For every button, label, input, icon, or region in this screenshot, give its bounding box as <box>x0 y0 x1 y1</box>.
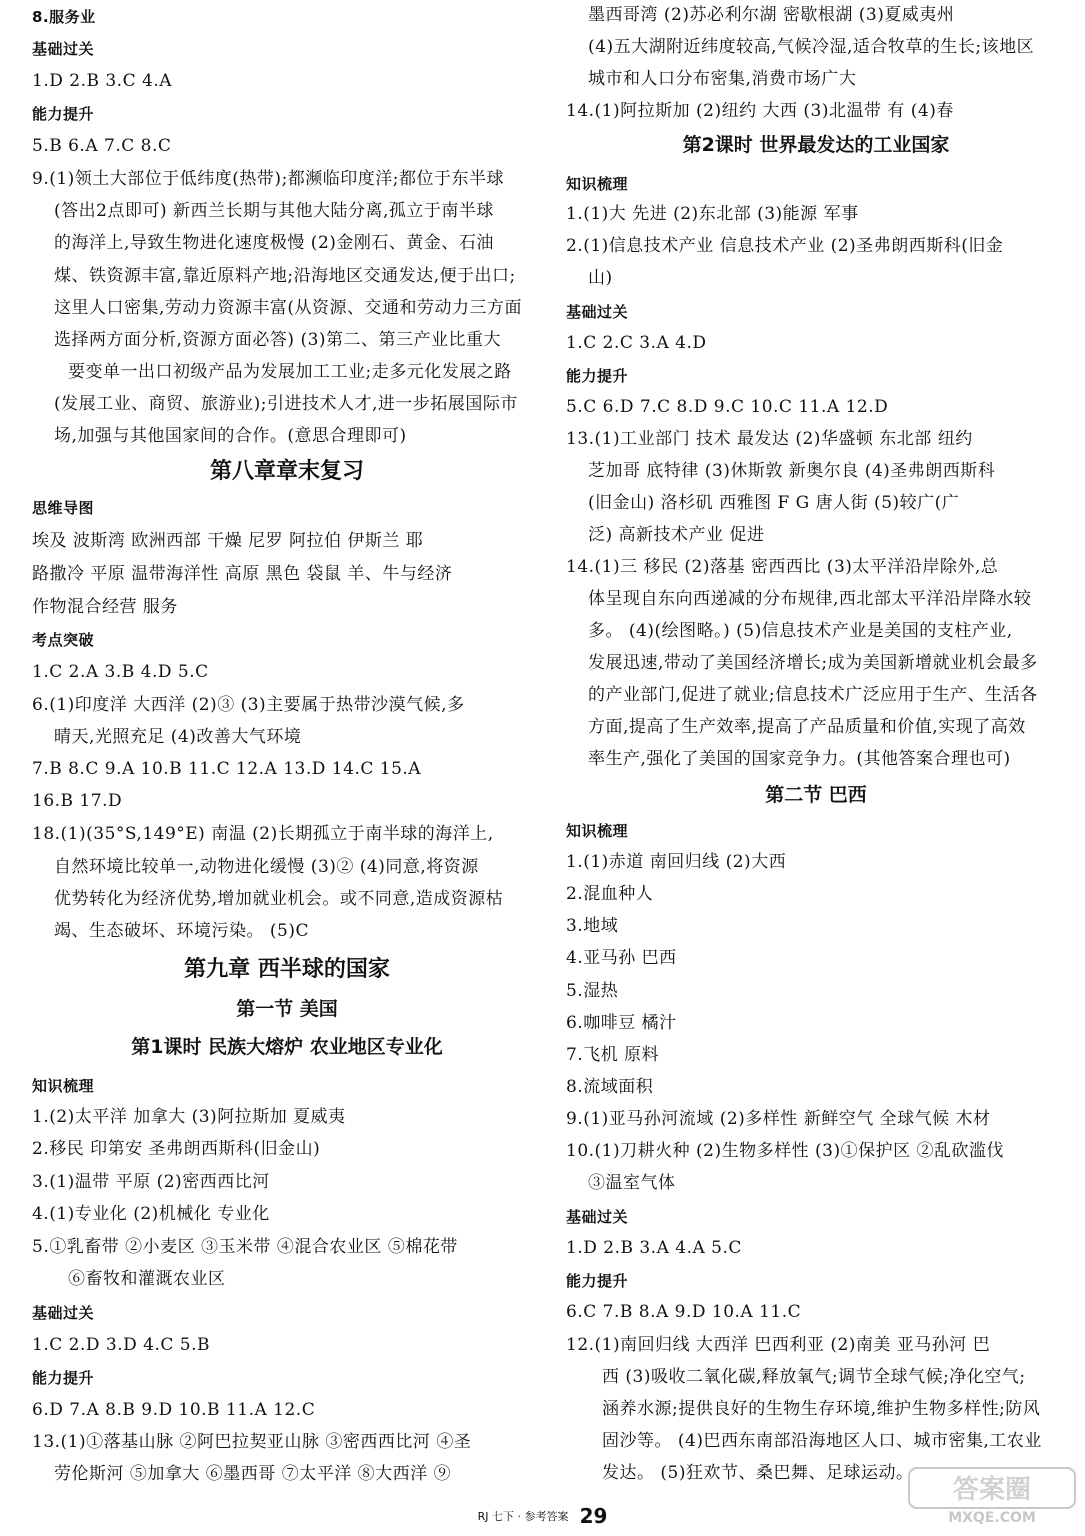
answer-line: 7.B 8.C 9.A 10.B 11.C 12.A 13.D 14.C 15.A <box>32 759 422 779</box>
q13-line: (旧金山) 洛杉矶 西雅图 F G 唐人街 (5)较广(广 <box>588 493 960 513</box>
q9-line: (发展工业、商贸、旅游业);引进技术人才,进一步拓展国际市 <box>54 394 518 414</box>
ability-label: 能力提升 <box>566 367 629 385</box>
knowledge-label: 知识梳理 <box>566 175 629 193</box>
knowledge-item: ⑥畜牧和灌溉农业区 <box>68 1269 226 1289</box>
section-title: 第一节 美国 <box>236 998 338 1020</box>
knowledge-label: 知识梳理 <box>566 822 629 840</box>
svg-text:答案圈: 答案圈 <box>952 1475 1032 1505</box>
q9-line: 选择两方面分析,资源方面必答) (3)第二、第三产业比重大 <box>54 330 502 350</box>
q18-line: 优势转化为经济优势,增加就业机会。或不同意,造成资源枯 <box>54 889 504 909</box>
ability-label: 能力提升 <box>32 105 95 123</box>
svg-text:MXQE.COM: MXQE.COM <box>948 1510 1036 1526</box>
q12-line: 发达。 (5)狂欢节、桑巴舞、足球运动。 <box>602 1463 914 1483</box>
mindmap-line: 作物混合经营 服务 <box>32 597 178 617</box>
q9-line: 的海洋上,导致生物进化速度极慢 (2)金刚石、黄金、石油 <box>54 233 494 253</box>
q12-line: 12.(1)南回归线 大西洋 巴西利亚 (2)南美 亚马孙河 巴 <box>566 1335 991 1355</box>
section-title: 第二节 巴西 <box>765 784 867 806</box>
knowledge-item: 1.(1)大 先进 (2)东北部 (3)能源 军事 <box>566 204 859 224</box>
lesson-title: 第2课时 世界最发达的工业国家 <box>682 134 950 156</box>
knowledge-item: 3.地域 <box>566 916 619 936</box>
knowledge-item: 10.(1)刀耕火种 (2)生物多样性 (3)①保护区 ②乱砍滥伐 <box>566 1141 1004 1161</box>
q9-line: (答出2点即可) 新西兰长期与其他大陆分离,孤立于南半球 <box>54 201 494 221</box>
q13-line: 13.(1)工业部门 技术 最发达 (2)华盛顿 东北部 纽约 <box>566 429 973 449</box>
q9-line: 煤、铁资源丰富,靠近原料产地;沿海地区交通发达,便于出口; <box>54 266 516 286</box>
q6-line: 晴天,光照充足 (4)改善大气环境 <box>54 727 302 747</box>
answer-line: 1.D 2.B 3.C 4.A <box>32 71 172 91</box>
knowledge-label: 知识梳理 <box>32 1077 95 1095</box>
q18-line: 竭、生态破坏、环境污染。 (5)C <box>54 921 309 941</box>
knowledge-item: 4.亚马孙 巴西 <box>566 948 677 968</box>
page-number: 29 <box>579 1504 608 1528</box>
q13-line: 13.(1)①落基山脉 ②阿巴拉契亚山脉 ③密西西比河 ④圣 <box>32 1432 472 1452</box>
knowledge-item: 1.(1)赤道 南回归线 (2)大西 <box>566 852 787 872</box>
knowledge-item: 9.(1)亚马孙河流域 (2)多样性 新鲜空气 全球气候 木材 <box>566 1109 991 1129</box>
knowledge-item: 2.移民 印第安 圣弗朗西斯科(旧金山) <box>32 1139 321 1159</box>
q12-line: 涵养水源;提供良好的生物生存环境,维护生物多样性;防风 <box>602 1399 1041 1419</box>
q14-line: 率生产,强化了美国的国家竞争力。(其他答案合理也可) <box>588 749 1011 769</box>
q18-line: 18.(1)(35°S,149°E) 南温 (2)长期孤立于南半球的海洋上, <box>32 824 494 844</box>
knowledge-item: 2.(1)信息技术产业 信息技术产业 (2)圣弗朗西斯科(旧金 <box>566 236 1004 256</box>
q9-line: 这里人口密集,劳动力资源丰富(从资源、交通和劳动力三方面 <box>54 298 523 318</box>
basic-label: 基础过关 <box>566 303 629 321</box>
footer-tag: RJ 七下 · 参考答案 <box>477 1510 569 1523</box>
basic-label: 基础过关 <box>566 1208 629 1226</box>
knowledge-item: 2.混血种人 <box>566 884 654 904</box>
q13-cont-line: 城市和人口分布密集,消费市场广大 <box>588 69 857 89</box>
q13-cont-line: 墨西哥湾 (2)苏必利尔湖 密歇根湖 (3)夏威夷州 <box>588 5 955 25</box>
q14-line: 方面,提高了生产效率,提高了产品质量和价值,实现了高效 <box>588 717 1026 737</box>
q13-cont-line: (4)五大湖附近纬度较高,气候冷湿,适合牧草的生长;该地区 <box>588 37 1035 57</box>
knowledge-item: 6.咖啡豆 橘汁 <box>566 1013 677 1033</box>
knowledge-item: 5.①乳畜带 ②小麦区 ③玉米带 ④混合农业区 ⑤棉花带 <box>32 1237 458 1257</box>
q9-line: 要变单一出口初级产品为发展加工工业;走多元化发展之路 <box>68 362 512 382</box>
watermark-logo <box>907 1466 1077 1526</box>
answer-line: 1.D 2.B 3.A 4.A 5.C <box>566 1238 742 1258</box>
q12-line: 西 (3)吸收二氧化碳,释放氧气;调节全球气候;净化空气; <box>602 1367 1026 1387</box>
knowledge-item: 5.湿热 <box>566 981 619 1001</box>
q6-line: 6.(1)印度洋 大西洋 (2)③ (3)主要属于热带沙漠气候,多 <box>32 695 465 715</box>
answer-line: 5.B 6.A 7.C 8.C <box>32 136 172 156</box>
lesson-title: 第1课时 民族大熔炉 农业地区专业化 <box>131 1036 443 1058</box>
answer-line: 6.C 7.B 8.A 9.D 10.A 11.C <box>566 1302 802 1322</box>
q12-line: 固沙等。 (4)巴西东南部沿海地区人口、城市密集,工农业 <box>602 1431 1042 1451</box>
answer-line: 1.C 2.D 3.D 4.C 5.B <box>32 1335 210 1355</box>
knowledge-item: 山) <box>588 268 613 288</box>
q14-line: 发展迅速,带动了美国经济增长;成为美国新增就业机会最多 <box>588 653 1038 673</box>
q14-line: 的产业部门,促进了就业;信息技术广泛应用于生产、生活各 <box>588 685 1038 705</box>
knowledge-item: 7.飞机 原料 <box>566 1045 660 1065</box>
basic-label: 基础过关 <box>32 40 95 58</box>
ability-label: 能力提升 <box>566 1272 629 1290</box>
mindmap-line: 路撒冷 平原 温带海洋性 高原 黑色 袋鼠 羊、牛与经济 <box>32 564 453 584</box>
mindmap-line: 埃及 波斯湾 欧洲西部 干燥 尼罗 阿拉伯 伊斯兰 耶 <box>32 531 424 551</box>
q13-line: 劳伦斯河 ⑤加拿大 ⑥墨西哥 ⑦太平洋 ⑧大西洋 ⑨ <box>54 1464 452 1484</box>
answer-line: 1.C 2.C 3.A 4.D <box>566 333 707 353</box>
answer-line: 16.B 17.D <box>32 791 123 811</box>
q9-line: 场,加强与其他国家间的合作。(意思合理即可) <box>54 426 407 446</box>
basic-label: 基础过关 <box>32 1304 95 1322</box>
q18-line: 自然环境比较单一,动物进化缓慢 (3)② (4)同意,将资源 <box>54 857 479 877</box>
answer-line: 1.C 2.A 3.B 4.D 5.C <box>32 662 209 682</box>
q13-line: 芝加哥 底特律 (3)休斯敦 新奥尔良 (4)圣弗朗西斯科 <box>588 461 996 481</box>
chapter-title: 第九章 西半球的国家 <box>184 957 390 982</box>
q14-line: 体呈现自东向西递减的分布规律,西北部太平洋沿岸降水较 <box>588 589 1032 609</box>
chapter-review-title: 第八章章末复习 <box>209 459 364 484</box>
answer-line: 6.D 7.A 8.B 9.D 10.B 11.A 12.C <box>32 1400 316 1420</box>
knowledge-item: 8.流域面积 <box>566 1077 654 1097</box>
q9-line: 9.(1)领土大部位于低纬度(热带);都濒临印度洋;都位于东半球 <box>32 169 505 189</box>
section-heading: 8.服务业 <box>32 8 96 26</box>
knowledge-item: 4.(1)专业化 (2)机械化 专业化 <box>32 1204 270 1224</box>
knowledge-item: ③温室气体 <box>588 1173 676 1193</box>
exam-label: 考点突破 <box>32 631 95 649</box>
q14-line: 14.(1)阿拉斯加 (2)纽约 大西 (3)北温带 有 (4)春 <box>566 101 954 121</box>
ability-label: 能力提升 <box>32 1369 95 1387</box>
q14-line: 14.(1)三 移民 (2)落基 密西西比 (3)太平洋沿岸除外,总 <box>566 557 999 577</box>
answer-line: 5.C 6.D 7.C 8.D 9.C 10.C 11.A 12.D <box>566 397 889 417</box>
q14-line: 多。 (4)(绘图略。) (5)信息技术产业是美国的支柱产业, <box>588 621 1013 641</box>
knowledge-item: 3.(1)温带 平原 (2)密西西比河 <box>32 1172 270 1192</box>
q13-line: 泛) 高新技术产业 促进 <box>588 525 765 545</box>
knowledge-item: 1.(2)太平洋 加拿大 (3)阿拉斯加 夏威夷 <box>32 1107 346 1127</box>
mindmap-label: 思维导图 <box>32 499 95 517</box>
